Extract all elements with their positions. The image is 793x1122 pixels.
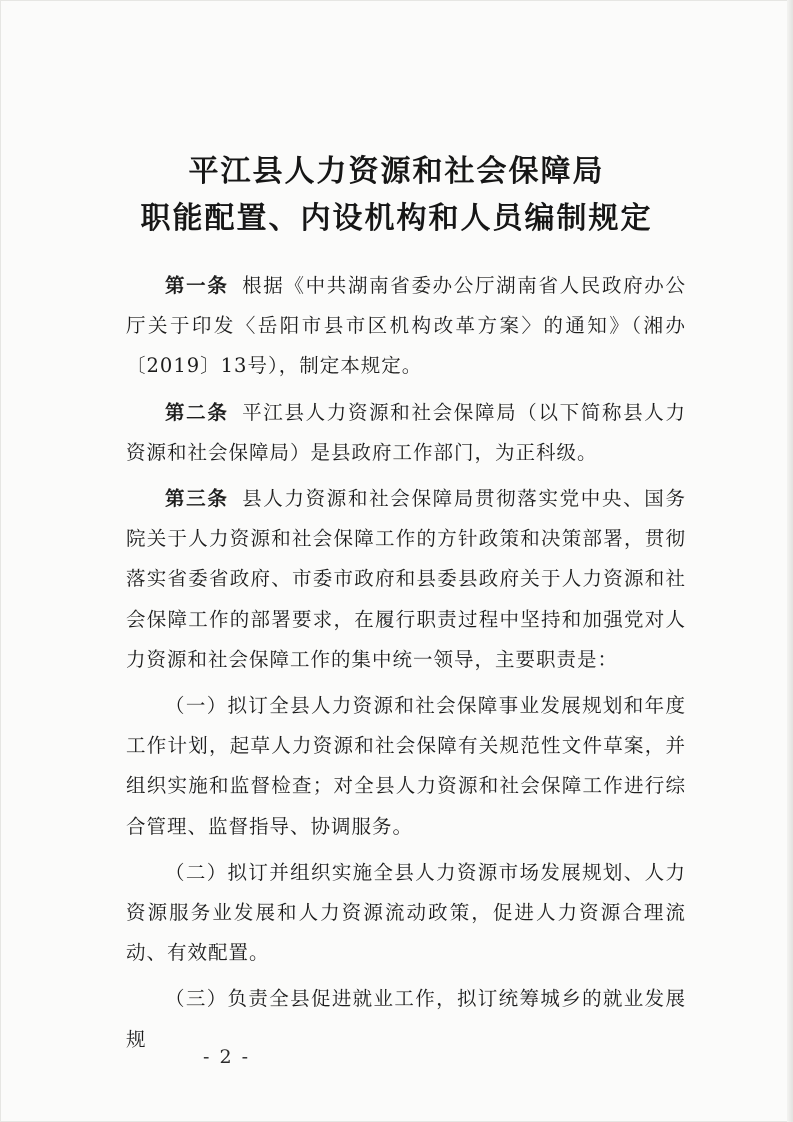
paragraph-text: （三）负责全县促进就业工作，拟订统筹城乡的就业发展规 — [126, 987, 686, 1051]
article-label: 第三条 — [165, 487, 229, 511]
document-body — [126, 266, 686, 1060]
paragraph-item-2 — [126, 853, 686, 974]
paragraph-text: 根据《中共湖南省委办公厅湖南省人民政府办公厅关于印发〈岳阳市县市区机构改革方案〉的通知》（湘办〔2019〕13号），制定本规定。 — [126, 274, 686, 378]
paragraph-text: 平江县人力资源和社会保障局（以下简称县人力资源和社会保障局）是县政府工作部门，为正科级。 — [126, 400, 686, 464]
document-title-line1: 平江县人力资源和社会保障局 — [188, 154, 605, 189]
paragraph-text: 县人力资源和社会保障局贯彻落实党中央、国务院关于人力资源和社会保障工作的方针政策和决策部署，贯彻落实省委省政府、市委市政府和县委县政府关于人力资源和社会保障工作的部署要求，在履行职责过程中坚持和加强党对人力资源和社会保障工作的集中统一领导，主要职责是： — [126, 487, 686, 671]
article-label: 第一条 — [165, 274, 229, 297]
article-label: 第二条 — [165, 400, 229, 424]
paragraph-article-3 — [126, 479, 686, 680]
paragraph-item-1 — [126, 686, 686, 847]
paragraph-article-1 — [126, 266, 686, 387]
paragraph-article-2 — [126, 393, 686, 473]
paragraph-text: （一）拟订全县人力资源和社会保障事业发展规划和年度工作计划，起草人力资源和社会保障有关规范性文件草案，并组织实施和监督检查；对全县人力资源和社会保障工作进行综合管理、监督指导、协调服务。 — [126, 694, 686, 838]
paragraph-text: （二）拟订并组织实施全县人力资源市场发展规划、人力资源服务业发展和人力资源流动政策，促进人力资源合理流动、有效配置。 — [126, 860, 686, 965]
page-number: - 2 - — [202, 1046, 250, 1068]
document-title-line2: 职能配置、内设机构和人员编制规定 — [140, 201, 653, 236]
